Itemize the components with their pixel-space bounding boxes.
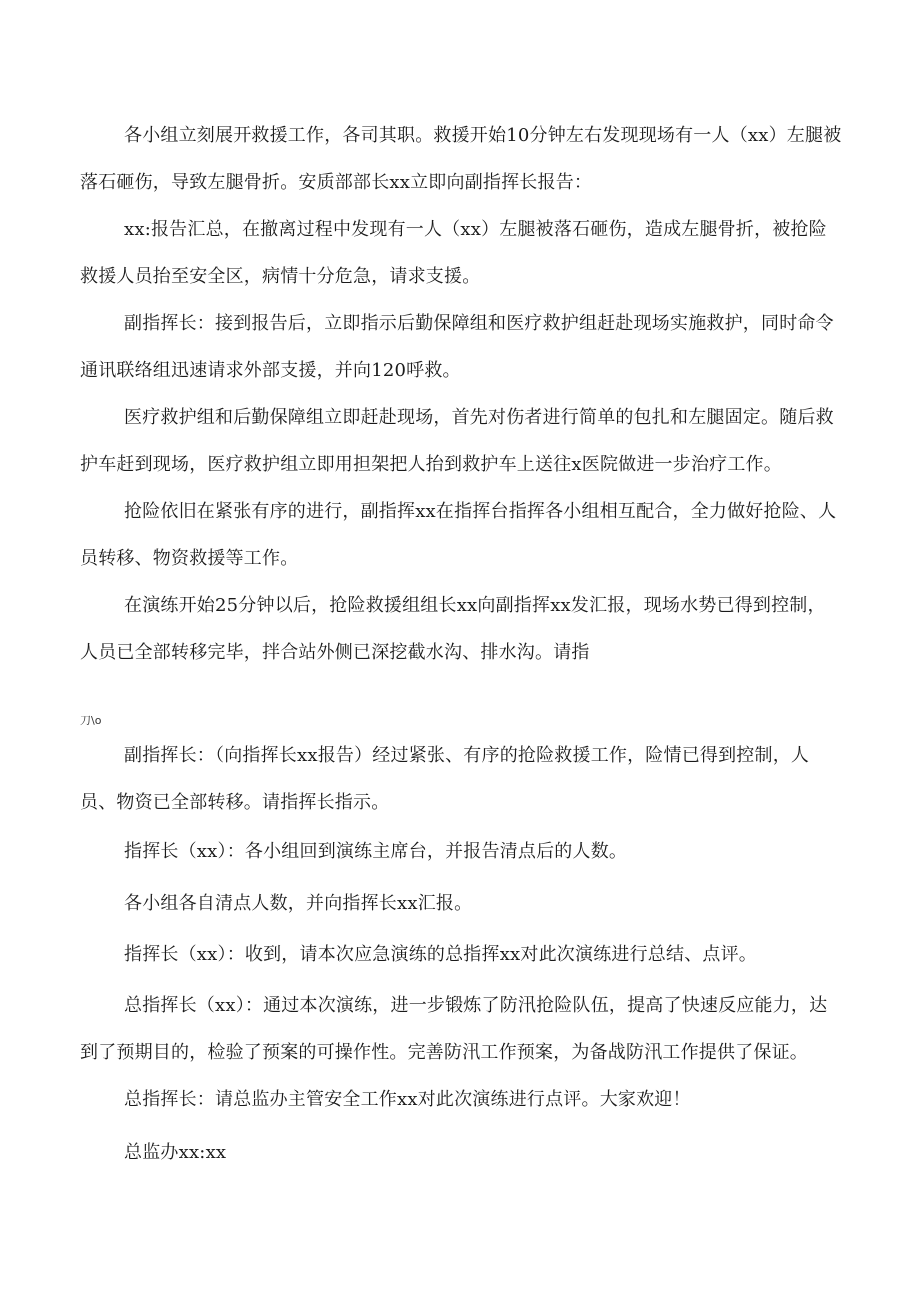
paragraph-chief-invite: 总指挥长：请总监办主管安全工作xx对此次演练进行点评。大家欢迎！ [124, 1089, 691, 1110]
text-fragment: 刀\o [80, 714, 102, 727]
paragraph-deputy-report: 副指挥长：（向指挥长xx报告）经过紧张、有序的抢险救援工作，险情已得到控制，人员、物资已全部转移。请指挥长指示。 [80, 745, 810, 813]
paragraph-deputy-commander: 副指挥长：接到报告后，立即指示后勤保障组和医疗救护组赶赴现场实施救护，同时命令通讯联络组迅速请求外部支援，并向120呼救。 [80, 313, 834, 381]
paragraph-commander-instruction: 指挥长（xx）：各小组回到演练主席台，并报告清点后的人数。 [124, 841, 628, 862]
paragraph-rescue-start: 各小组立刻展开救援工作，各司其职。救援开始10分钟左右发现现场有一人（xx）左腿被落石砸伤，导致左腿骨折。安质部部长xx立即向副指挥长报告： [80, 125, 842, 193]
paragraph-medical-team: 医疗救护组和后勤保障组立即赶赴现场，首先对伤者进行简单的包扎和左腿固定。随后救护车赶到现场，医疗救护组立即用担架把人抬到救护车上送往x医院做进一步治疗工作。 [80, 407, 834, 475]
paragraph-report-summary: xx:报告汇总，在撤离过程中发现有一人（xx）左腿被落石砸伤，造成左腿骨折，被抢险救援人员抬至安全区，病情十分危急，请求支援。 [80, 219, 827, 287]
paragraph-rescue-ongoing: 抢险依旧在紧张有序的进行，副指挥xx在指挥台指挥各小组相互配合，全力做好抢险、人员转移、物资救援等工作。 [80, 501, 837, 569]
paragraph-25-minutes: 在演练开始25分钟以后，抢险救援组组长xx向副指挥xx发汇报，现场水势已得到控制，人员已全部转移完毕，拌合站外侧已深挖截水沟、排水沟。请指 [80, 595, 826, 663]
paragraph-chief-summary: 总指挥长（xx）：通过本次演练，进一步锻炼了防汛抢险队伍，提高了快速反应能力，达到了预期目的，检验了预案的可操作性。完善防汛工作预案，为备战防汛工作提供了保证。 [80, 995, 828, 1063]
paragraph-commander-received: 指挥长（xx）：收到，请本次应急演练的总指挥xx对此次演练进行总结、点评。 [124, 944, 758, 965]
paragraph-headcount: 各小组各自清点人数，并向指挥长xx汇报。 [124, 893, 473, 914]
paragraph-supervisor: 总监办xx:xx [124, 1142, 227, 1163]
